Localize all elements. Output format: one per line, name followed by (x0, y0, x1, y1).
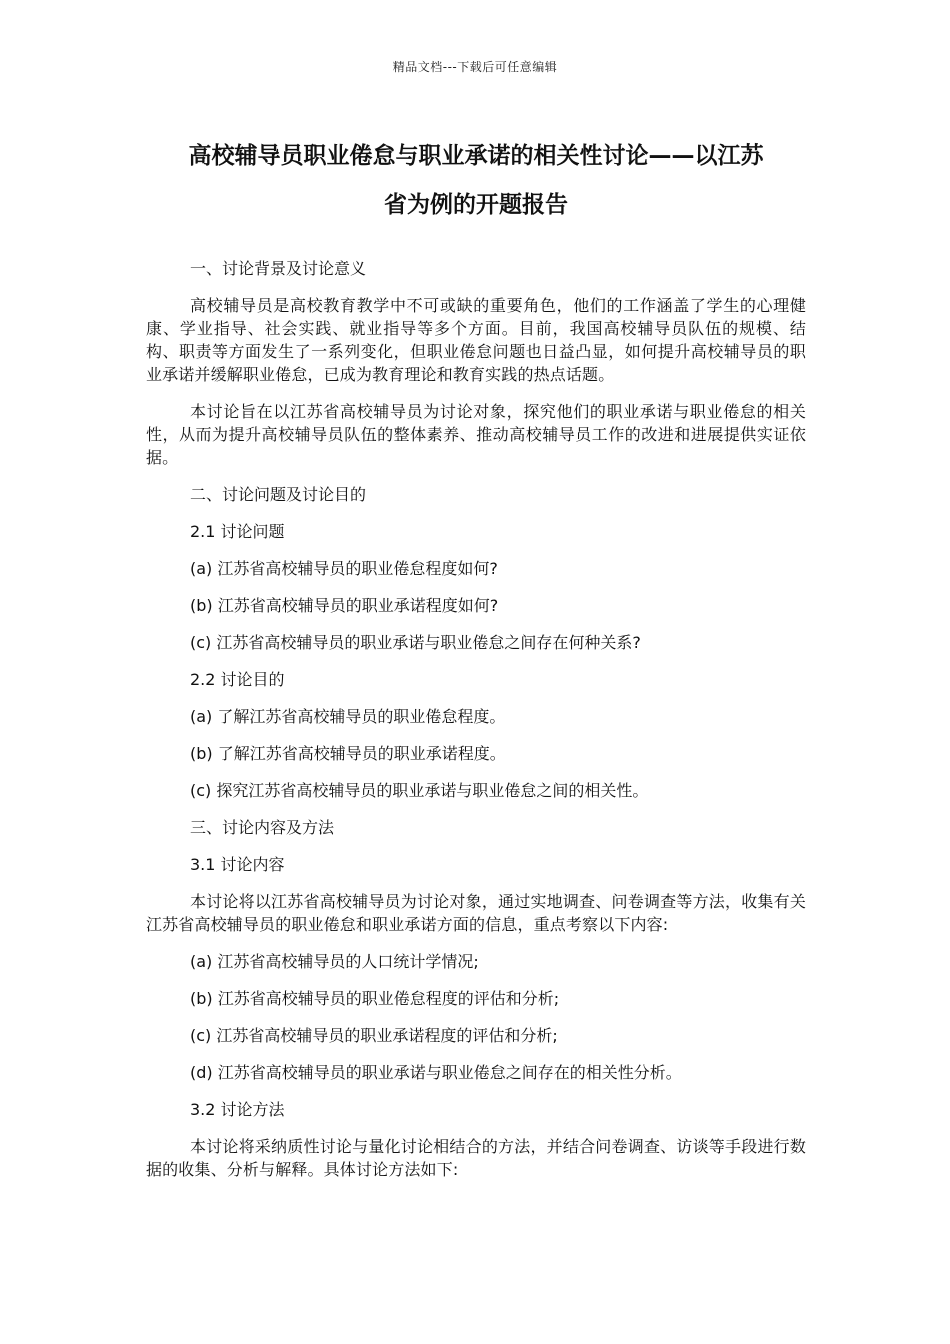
title-line-1: 高校辅导员职业倦怠与职业承诺的相关性讨论——以江苏 (188, 143, 764, 169)
section-heading-content-method: 三、讨论内容及方法 (190, 818, 335, 837)
goal-item-b: (b) 了解江苏省高校辅导员的职业承诺程度。 (190, 744, 506, 763)
paragraph-purpose: 本讨论旨在以江苏省高校辅导员为讨论对象，探究他们的职业承诺与职业倦怠的相关性，从而为提升高校辅导员队伍的整体素养、推动高校辅导员工作的改进和进展提供实证依据。 (146, 402, 806, 467)
paragraph-content: 本讨论将以江苏省高校辅导员为讨论对象，通过实地调查、问卷调查等方法，收集有关江苏省高校辅导员的职业倦怠和职业承诺方面的信息，重点考察以下内容: (146, 892, 806, 934)
content-item-a: (a) 江苏省高校辅导员的人口统计学情况; (190, 952, 479, 971)
section-heading-background: 一、讨论背景及讨论意义 (190, 259, 367, 278)
section-heading-questions: 二、讨论问题及讨论目的 (190, 485, 367, 504)
subsection-heading-2-2: 2.2 讨论目的 (190, 670, 285, 689)
paragraph-method: 本讨论将采纳质性讨论与量化讨论相结合的方法，并结合问卷调查、访谈等手段进行数据的收集、分析与解释。具体讨论方法如下: (146, 1137, 806, 1179)
subsection-heading-2-1: 2.1 讨论问题 (190, 522, 285, 541)
content-item-b: (b) 江苏省高校辅导员的职业倦怠程度的评估和分析; (190, 989, 560, 1008)
subsection-heading-3-2: 3.2 讨论方法 (190, 1100, 285, 1119)
subsection-heading-3-1: 3.1 讨论内容 (190, 855, 285, 874)
page-header: 精品文档---下载后可任意编辑 (392, 60, 558, 74)
document-title (146, 132, 806, 230)
question-item-c: (c) 江苏省高校辅导员的职业承诺与职业倦怠之间存在何种关系? (190, 633, 641, 652)
goal-item-a: (a) 了解江苏省高校辅导员的职业倦怠程度。 (190, 707, 506, 726)
question-item-b: (b) 江苏省高校辅导员的职业承诺程度如何? (190, 596, 499, 615)
paragraph-background: 高校辅导员是高校教育教学中不可或缺的重要角色，他们的工作涵盖了学生的心理健康、学业指导、社会实践、就业指导等多个方面。目前，我国高校辅导员队伍的规模、结构、职责等方面发生了一系列变化，但职业倦怠问题也日益凸显，如何提升高校辅导员的职业承诺并缓解职业倦怠，已成为教育理论和教育实践的热点话题。 (146, 296, 806, 384)
question-item-a: (a) 江苏省高校辅导员的职业倦怠程度如何? (190, 559, 498, 578)
goal-item-c: (c) 探究江苏省高校辅导员的职业承诺与职业倦怠之间的相关性。 (190, 781, 649, 800)
content-item-c: (c) 江苏省高校辅导员的职业承诺程度的评估和分析; (190, 1026, 558, 1045)
document-body (146, 257, 806, 1195)
content-item-d: (d) 江苏省高校辅导员的职业承诺与职业倦怠之间存在的相关性分析。 (190, 1063, 682, 1082)
title-line-2: 省为例的开题报告 (384, 192, 568, 218)
